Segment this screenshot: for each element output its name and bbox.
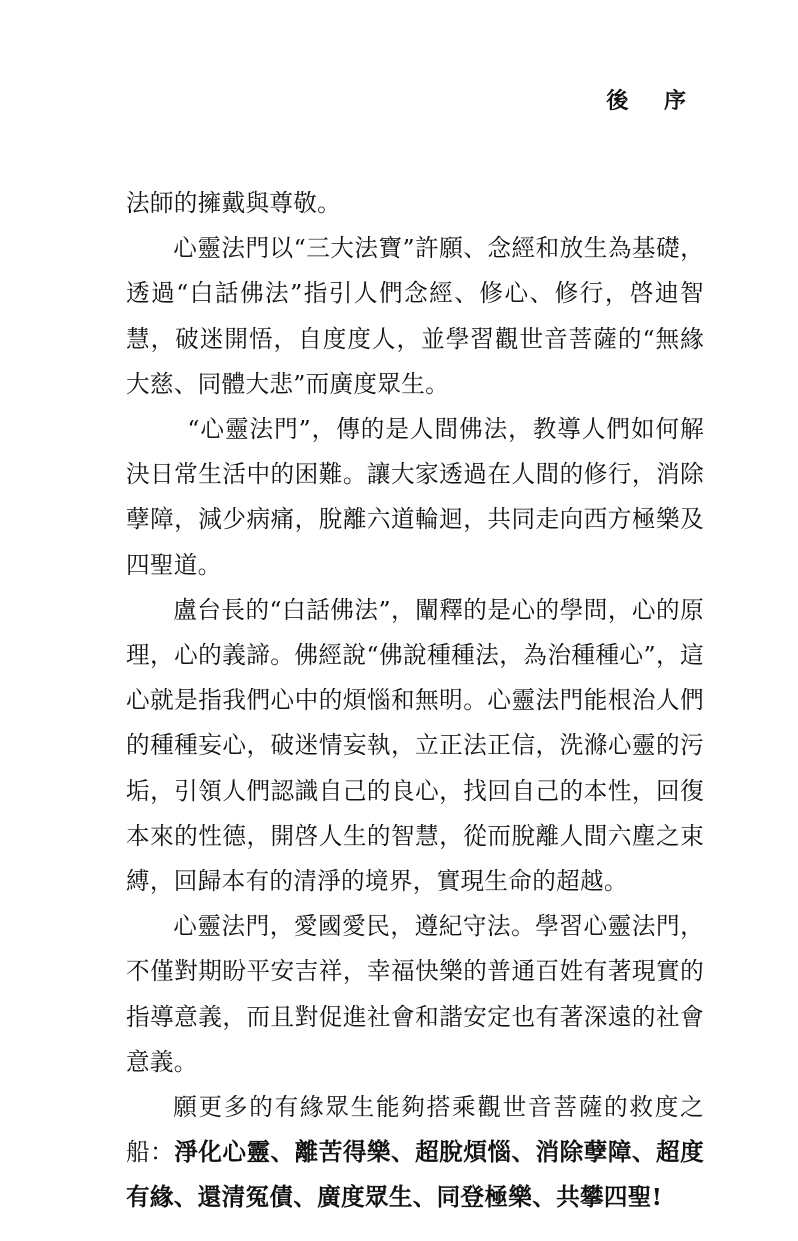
paragraph-three-treasures: 心靈法門以“三大法寶”許願、念經和放生為基礎，透過“白話佛法”指引人們念經、修心、修行，啓迪智慧，破迷開悟，自度度人，並學習觀世音菩薩的“無緣大慈、同體大悲”而廣度眾生。 (126, 234, 704, 398)
paragraph-patriotism: 心靈法門，愛國愛民，遵紀守法。學習心靈法門，不僅對期盼平安吉祥，幸福快樂的普通百姓有著現實的指導意義，而且對促進社會和諧安定也有著深遠的社會意義。 (126, 912, 704, 1076)
paragraph-human-buddhism: “心靈法門”，傳的是人間佛法，教導人們如何解決日常生活中的困難。讓大家透過在人間的修行，消除孽障，減少病痛，脫離六道輪迴，共同走向西方極樂及四聖道。 (126, 415, 704, 579)
running-header: 後 序 (606, 88, 700, 114)
paragraph-continuation: 法師的擁戴與尊敬。 (126, 189, 342, 217)
paragraph-closing (126, 1085, 704, 1221)
closing-lead: 願更多的有緣眾生能夠搭乘觀世音菩薩的救度之船： (126, 1093, 704, 1167)
paragraph-plain-buddhism: 盧台長的“白話佛法”，闡釋的是心的學問，心的原理，心的義諦。佛經說“佛說種種法，為治種種心”，這心就是指我們心中的煩惱和無明。心靈法門能根治人們的種種妄心，破迷情妄執，立正法正信，洗滌心靈的污垢，引領人們認識自己的良心，找回自己的本性，回復本來的性德，開啓人生的智慧，從而脫離人間六塵之束縛，回歸本有的清淨的境界，實現生命的超越。 (126, 595, 704, 896)
closing-aspirations: 淨化心靈、離苦得樂、超脫煩惱、消除孽障、超度有緣、還清冤債、廣度眾生、同登極樂、共攀四聖! (126, 1138, 704, 1212)
body-text (126, 181, 704, 1221)
